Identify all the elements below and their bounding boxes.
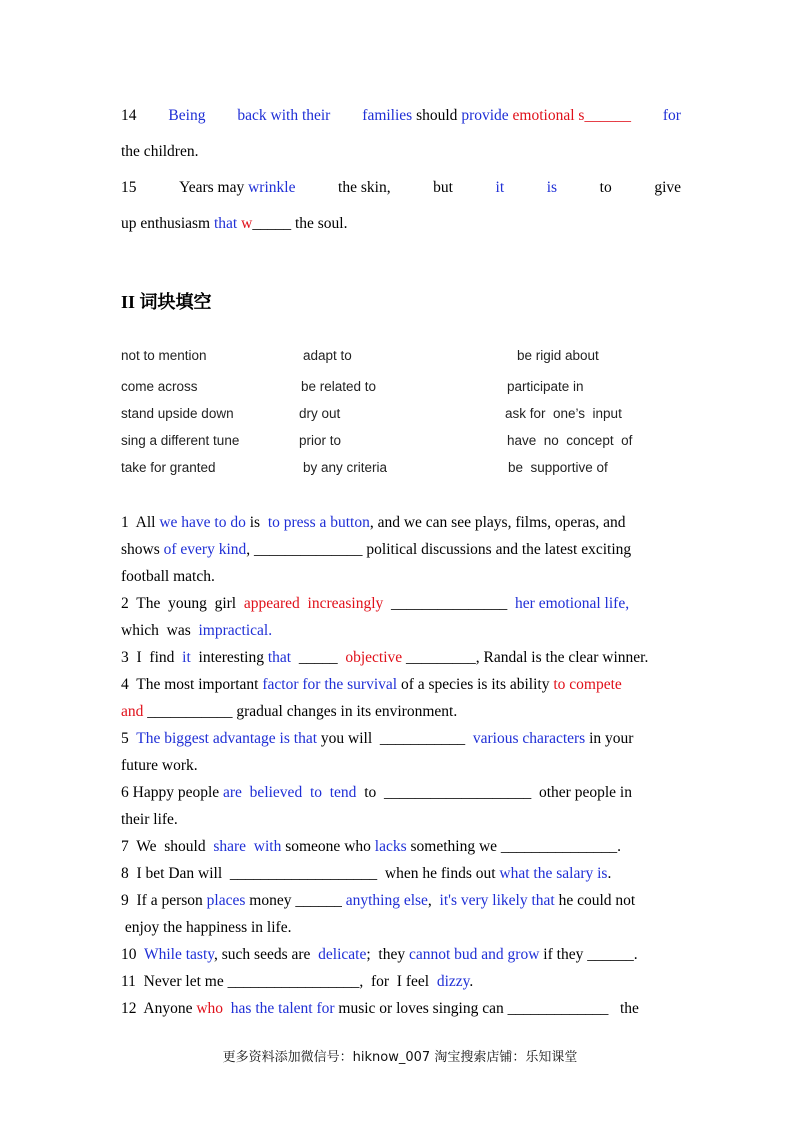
q14-hint: emotional s [512, 107, 585, 124]
q15-number: 15 [121, 179, 137, 196]
text-run: ___________ gradual changes in its environment. [143, 703, 458, 720]
section-heading [121, 288, 212, 314]
text-run: to ___________________ other people in [356, 784, 632, 801]
text-run: , [427, 892, 440, 909]
text-run: appeared increasingly [243, 595, 384, 612]
text-run: in your [585, 730, 634, 747]
text-run: 10 [121, 946, 144, 963]
q14-number: 14 [121, 107, 137, 124]
word-bank-item: ask for one’s input [505, 406, 622, 421]
word-bank-item: not to mention [121, 348, 207, 363]
exercise-6-line1 [121, 783, 632, 803]
text-run: w [237, 215, 253, 232]
text-run: someone who [281, 838, 375, 855]
q14-word: for [662, 107, 681, 124]
exercise-1-line1 [121, 513, 626, 533]
text-run: _________, Randal is the clear winner. [402, 649, 649, 666]
q14-blank: ______ [584, 107, 631, 124]
text-run: anything else [345, 892, 428, 909]
word-bank-item: be rigid about [517, 348, 599, 363]
exercise-7 [121, 837, 621, 857]
text-run: money ______ [245, 892, 346, 909]
text-run: of a species is its ability [397, 676, 554, 693]
q14-line2: the children. [121, 143, 199, 160]
section-number: II [121, 292, 136, 312]
text-run: is [245, 514, 268, 531]
text-run: something we _______________. [406, 838, 622, 855]
word-bank-item: dry out [299, 406, 341, 421]
word-bank-item: stand upside down [121, 406, 234, 421]
text-run: , and we can see plays, films, operas, and [369, 514, 626, 531]
exercise-1-line3: football match. [121, 568, 215, 585]
q14-word: Being [168, 107, 206, 124]
exercise-9-line2: enjoy the happiness in life. [121, 919, 292, 936]
text-run: While tasty [143, 946, 214, 963]
exercise-5-line2: future work. [121, 757, 198, 774]
text-run: _____ the soul. [252, 215, 348, 232]
text-run: 3 I find [121, 649, 183, 666]
exercise-10 [121, 945, 638, 965]
word-bank-item: be supportive of [508, 460, 608, 475]
exercise-3 [121, 648, 648, 668]
text-run: various characters [472, 730, 586, 747]
word-bank-item: be related to [301, 379, 377, 394]
word-bank-item: come across [121, 379, 198, 394]
text-run: , ______________ political discussions and the latest exciting [246, 541, 632, 558]
exercise-9-line1 [121, 891, 635, 911]
word-bank-item: have no concept of [507, 433, 633, 448]
text-run: 2 The young girl [121, 595, 244, 612]
exercise-8 [121, 864, 611, 884]
text-run: ; they [366, 946, 409, 963]
text-run: who [196, 1000, 224, 1017]
text-run: dizzy [436, 973, 470, 990]
text-run: to press a button [267, 514, 370, 531]
text-run: 6 Happy people [121, 784, 224, 801]
word-bank-item: participate in [507, 379, 584, 394]
q14-word: families [362, 107, 413, 124]
text-run: share with [213, 838, 282, 855]
text-run: which was [121, 622, 199, 639]
text-run: 12 Anyone [121, 1000, 197, 1017]
text-run: that [214, 215, 238, 232]
text-run: cannot bud and grow [408, 946, 540, 963]
text-run: . [607, 865, 612, 882]
exercise-4-line2 [121, 702, 457, 722]
text-run: are believed to tend [223, 784, 357, 801]
text-run: objective [345, 649, 403, 666]
exercise-1-line2 [121, 540, 631, 560]
exercise-11 [121, 972, 473, 992]
text-run: music or loves singing can _____________ the [334, 1000, 639, 1017]
text-run [223, 1000, 231, 1017]
q15-word: but [433, 179, 453, 196]
q15-word: wrinkle [248, 179, 296, 196]
text-run: you will ___________ [317, 730, 473, 747]
text-run: has the talent for [230, 1000, 335, 1017]
q15-word: it [495, 179, 505, 196]
q15-word: is [546, 179, 558, 196]
text-run: that [267, 649, 292, 666]
text-run: , such seeds are [214, 946, 319, 963]
text-run: 4 The most important [121, 676, 263, 693]
q15-word: Years may [179, 179, 245, 196]
word-bank-item: adapt to [303, 348, 352, 363]
text-run: _______________ [383, 595, 516, 612]
q15-word: the skin, [338, 179, 391, 196]
q14-word: provide [461, 107, 509, 124]
word-bank-item: sing a different tune [121, 433, 240, 448]
text-run: 9 If a person [121, 892, 207, 909]
text-run: interesting [190, 649, 268, 666]
exercise-12 [121, 999, 639, 1019]
section-title: 词块填空 [139, 292, 212, 313]
text-run: up enthusiasm [121, 215, 214, 232]
text-run: it [182, 649, 191, 666]
text-run: factor for the survival [262, 676, 398, 693]
text-run: her emotional life, [515, 595, 630, 612]
text-run: 11 Never let me _________________, for I feel [121, 973, 437, 990]
text-run: 5 [121, 730, 137, 747]
text-run: if they ______. [539, 946, 638, 963]
exercise-4-line1 [121, 675, 622, 695]
exercise-6-line2: their life. [121, 811, 178, 828]
word-bank-item: by any criteria [303, 460, 388, 475]
text-run: 1 All [121, 514, 160, 531]
q14-phrase: back with their [237, 107, 331, 124]
word-bank-item: prior to [299, 433, 342, 448]
q14-line1 [121, 106, 681, 126]
text-run: . [469, 973, 474, 990]
exercise-2-line1 [121, 594, 629, 614]
q15-word: to [599, 179, 612, 196]
text-run: we have to do [159, 514, 246, 531]
text-run: 8 I bet Dan will ___________________ when he finds out [121, 865, 500, 882]
q14-word: should [416, 107, 458, 124]
text-run: he could not [554, 892, 636, 909]
text-run: shows [121, 541, 164, 558]
text-run: delicate [318, 946, 367, 963]
text-run: The biggest advantage is that [136, 730, 318, 747]
page-footer: 更多资料添加微信号：hiknow_007 淘宝搜索店铺：乐知课堂 [222, 1050, 578, 1065]
text-run: of every kind [163, 541, 247, 558]
text-run: 7 We should [121, 838, 214, 855]
text-run: what the salary is [499, 865, 608, 882]
q15-line2 [121, 214, 347, 234]
text-run: and [121, 703, 144, 720]
text-run: impractical. [198, 622, 273, 639]
exercise-2-line2 [121, 621, 272, 641]
word-bank-item: take for granted [121, 460, 216, 475]
text-run: places [206, 892, 246, 909]
text-run: _____ [291, 649, 346, 666]
text-run: it's very likely that [439, 892, 555, 909]
text-run: to compete [553, 676, 622, 693]
q15-word: give [654, 179, 681, 196]
exercise-5-line1 [121, 729, 633, 749]
text-run: lacks [374, 838, 407, 855]
q15-line1 [121, 178, 681, 198]
